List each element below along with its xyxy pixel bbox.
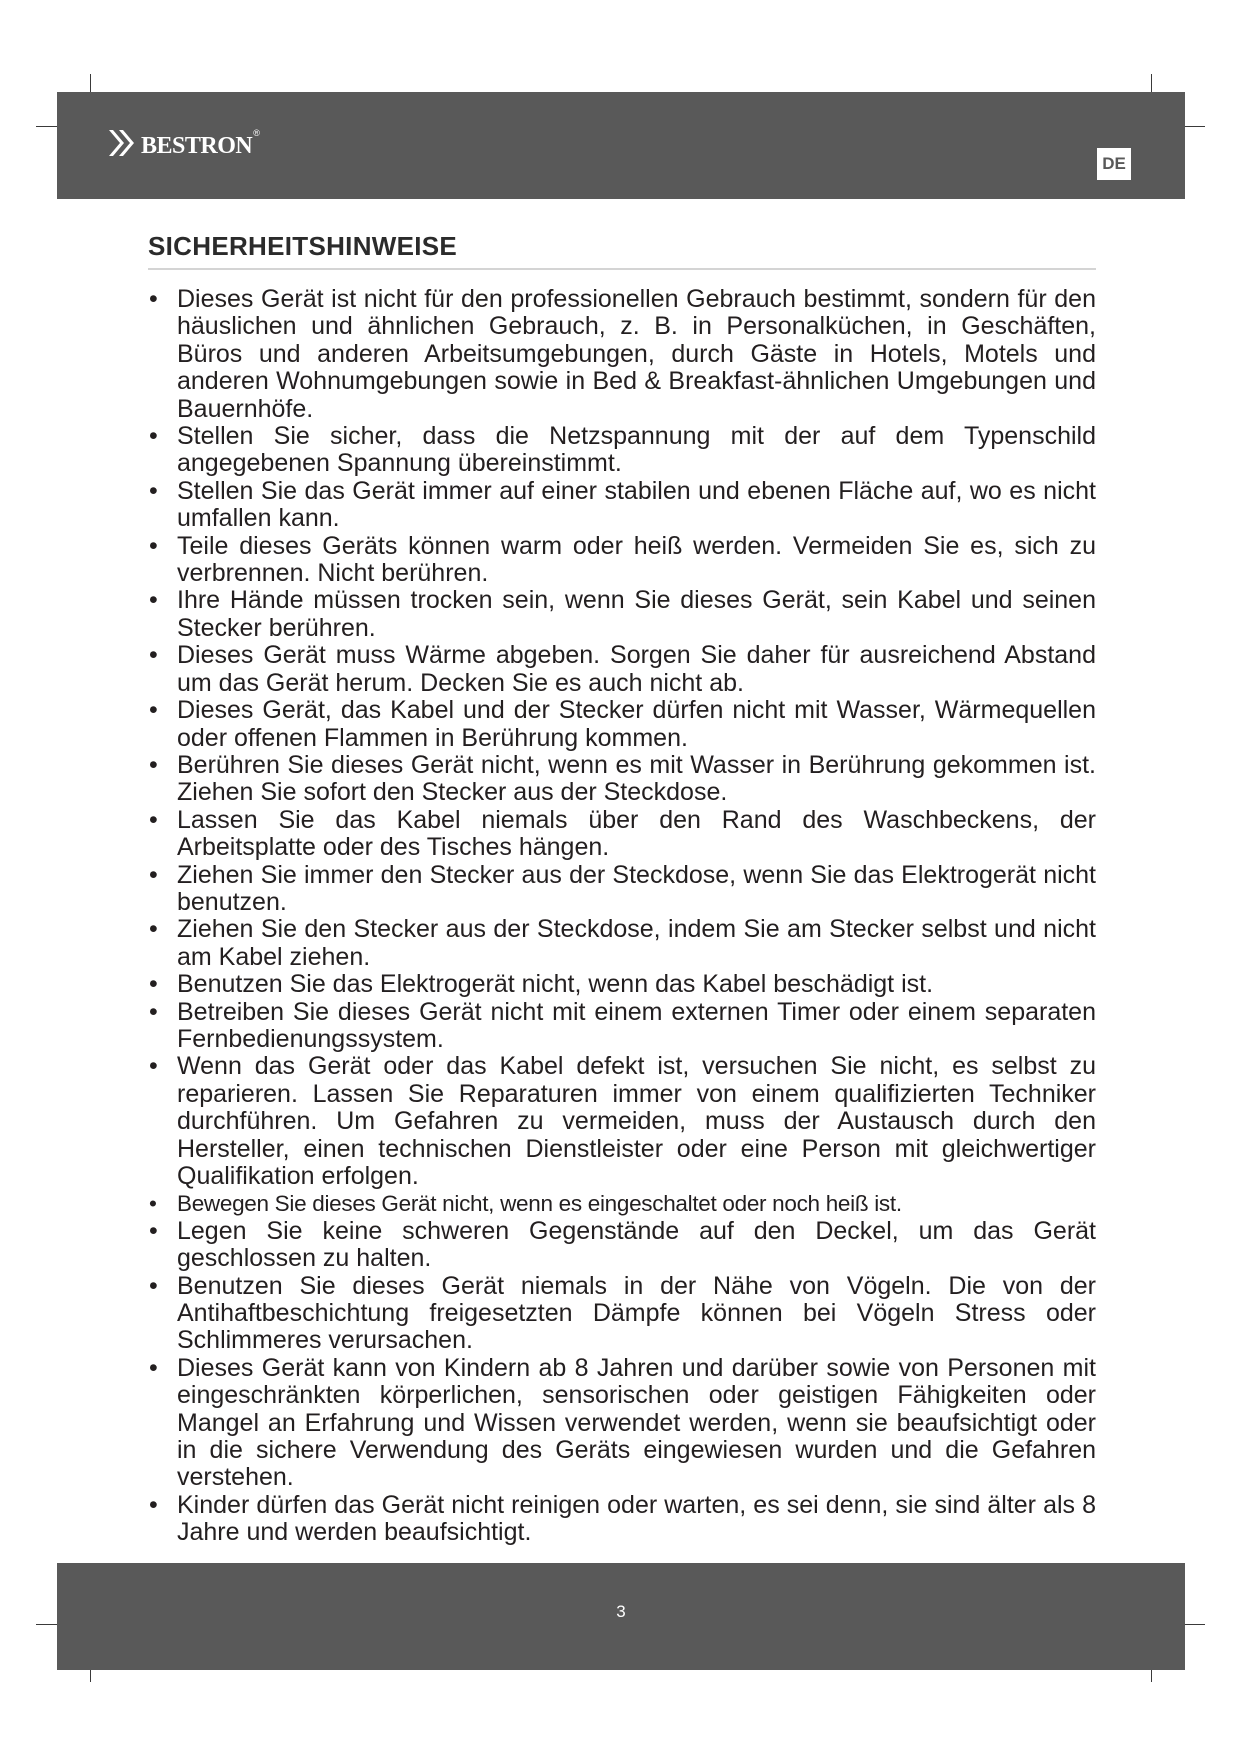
list-item-text: Ihre Hände müssen trocken sein, wenn Sie dieses Gerät, sein Kabel und seinen Stecker berühren. bbox=[177, 586, 1096, 642]
list-item-text: Dieses Gerät, das Kabel und der Stecker dürfen nicht mit Wasser, Wärmequellen oder offenen Flammen in Berührung kommen. bbox=[177, 696, 1096, 752]
bullet: • bbox=[149, 586, 158, 615]
list-item-text: Betreiben Sie dieses Gerät nicht mit einem externen Timer oder einem separaten Fernbedienungssystem. bbox=[177, 997, 1096, 1053]
list-item bbox=[148, 1053, 1096, 1190]
brand-name: bestron bbox=[141, 124, 253, 161]
list-item bbox=[148, 423, 1096, 478]
list-item-text: Benutzen Sie dieses Gerät niemals in der Nähe von Vögeln. Die von der Antihaftbeschichtung freigesetzten Dämpfe können bei Vögeln Stress oder Schlimmeres verursachen. bbox=[177, 1271, 1096, 1355]
list-item bbox=[148, 642, 1096, 697]
bullet: • bbox=[149, 285, 158, 313]
bullet: • bbox=[149, 750, 158, 779]
list-item-text: Ziehen Sie immer den Stecker aus der Steckdose, wenn Sie das Elektrogerät nicht benutzen. bbox=[177, 860, 1096, 916]
safety-instructions-list bbox=[148, 286, 1096, 1547]
bullet: • bbox=[149, 1271, 158, 1300]
bullet: • bbox=[149, 860, 158, 889]
list-item-text: Lassen Sie das Kabel niemals über den Rand des Waschbeckens, der Arbeitsplatte oder des Tisches hängen. bbox=[177, 805, 1096, 862]
bullet: • bbox=[149, 422, 158, 451]
list-item bbox=[148, 1273, 1096, 1355]
list-item-text: Bewegen Sie dieses Gerät nicht, wenn es eingeschaltet oder noch heiß ist. bbox=[177, 1191, 902, 1217]
registered-mark: ® bbox=[253, 128, 260, 138]
page-number: 3 bbox=[616, 1602, 626, 1621]
list-item-text: Stellen Sie das Gerät immer auf einer stabilen und ebenen Fläche auf, wo es nicht umfallen kann. bbox=[177, 476, 1096, 533]
list-item-text: Legen Sie keine schweren Gegenstände auf den Deckel, um das Gerät geschlossen zu halten. bbox=[177, 1216, 1096, 1273]
list-item-text: Kinder dürfen das Gerät nicht reinigen oder warten, es sei denn, sie sind älter als 8 Jahre und werden beaufsichtigt. bbox=[177, 1490, 1096, 1547]
title-divider bbox=[148, 268, 1096, 270]
list-item-text: Teile dieses Geräts können warm oder heiß werden. Vermeiden Sie es, sich zu verbrennen. Nicht berühren. bbox=[177, 531, 1096, 588]
list-item bbox=[148, 752, 1096, 807]
bullet: • bbox=[149, 915, 158, 944]
list-item bbox=[148, 478, 1096, 533]
list-item-text: Berühren Sie dieses Gerät nicht, wenn es mit Wasser in Berührung gekommen ist. Ziehen Sie sofort den Stecker aus der Steckdose. bbox=[177, 750, 1096, 807]
list-item-text: Dieses Gerät kann von Kindern ab 8 Jahren und darüber sowie von Personen mit eingeschränkten körperlichen, sensorischen oder geistigen Fähigkeiten oder Mangel an Erfahrung und Wissen verwendet werden, wenn sie beaufsichtigt oder in die sichere Verwendung des Geräts eingewiesen wurden und die Gefahren verstehen. bbox=[177, 1353, 1096, 1492]
brand-logo bbox=[107, 126, 260, 160]
list-item-text: Benutzen Sie das Elektrogerät nicht, wenn das Kabel beschädigt ist. bbox=[177, 970, 934, 999]
list-item-text: Ziehen Sie den Stecker aus der Steckdose, indem Sie am Stecker selbst und nicht am Kabel ziehen. bbox=[177, 915, 1096, 971]
list-item-text: Dieses Gerät muss Wärme abgeben. Sorgen Sie daher für ausreichend Abstand um das Gerät herum. Decken Sie es auch nicht ab. bbox=[177, 641, 1096, 697]
bullet: • bbox=[149, 1216, 158, 1245]
list-item bbox=[148, 533, 1096, 588]
list-item bbox=[148, 1190, 1096, 1217]
bullet: • bbox=[149, 696, 158, 725]
bullet: • bbox=[149, 1052, 158, 1081]
list-item bbox=[148, 587, 1096, 642]
list-item-text: Stellen Sie sicher, dass die Netzspannung mit der auf dem Typenschild angegebenen Spannung übereinstimmt. bbox=[177, 422, 1096, 478]
bullet: • bbox=[149, 805, 158, 834]
list-item bbox=[148, 1355, 1096, 1492]
bullet: • bbox=[149, 1191, 157, 1217]
bullet: • bbox=[149, 1353, 158, 1382]
bullet: • bbox=[149, 997, 158, 1026]
language-badge: DE bbox=[1097, 148, 1131, 180]
footer-bar bbox=[57, 1563, 1185, 1670]
list-item-text: Wenn das Gerät oder das Kabel defekt ist, versuchen Sie nicht, es selbst zu reparieren. Lassen Sie Reparaturen immer von einem qualifizierten Techniker durchführen. Um Gefahren zu vermeiden, muss der Austausch durch den Hersteller, einen technischen Dienstleister oder eine Person mit gleichwertiger Qualifikation erfolgen. bbox=[177, 1052, 1096, 1190]
double-chevron-logo-icon bbox=[107, 127, 137, 159]
header-bar bbox=[57, 92, 1185, 199]
list-item bbox=[148, 807, 1096, 862]
list-item bbox=[148, 999, 1096, 1054]
list-item bbox=[148, 862, 1096, 917]
list-item-text: Dieses Gerät ist nicht für den professionellen Gebrauch bestimmt, sondern für den häuslichen und ähnlichen Gebrauch, z. B. in Personalküchen, in Geschäften, Büros und anderen Arbeitsumgebungen, durch Gäste in Hotels, Motels und anderen Wohnumgebungen sowie in Bed & Breakfast-ähnlichen Umgebungen und Bauernhöfe. bbox=[177, 285, 1096, 423]
list-item bbox=[148, 286, 1096, 423]
bullet: • bbox=[149, 970, 158, 999]
section-title: SICHERHEITSHINWEISE bbox=[148, 231, 458, 261]
list-item bbox=[148, 1492, 1096, 1547]
bullet: • bbox=[149, 531, 158, 560]
list-item bbox=[148, 1218, 1096, 1273]
list-item bbox=[148, 971, 1096, 998]
list-item bbox=[148, 697, 1096, 752]
bullet: • bbox=[149, 1490, 158, 1519]
bullet: • bbox=[149, 476, 158, 505]
bullet: • bbox=[149, 641, 158, 670]
list-item bbox=[148, 916, 1096, 971]
